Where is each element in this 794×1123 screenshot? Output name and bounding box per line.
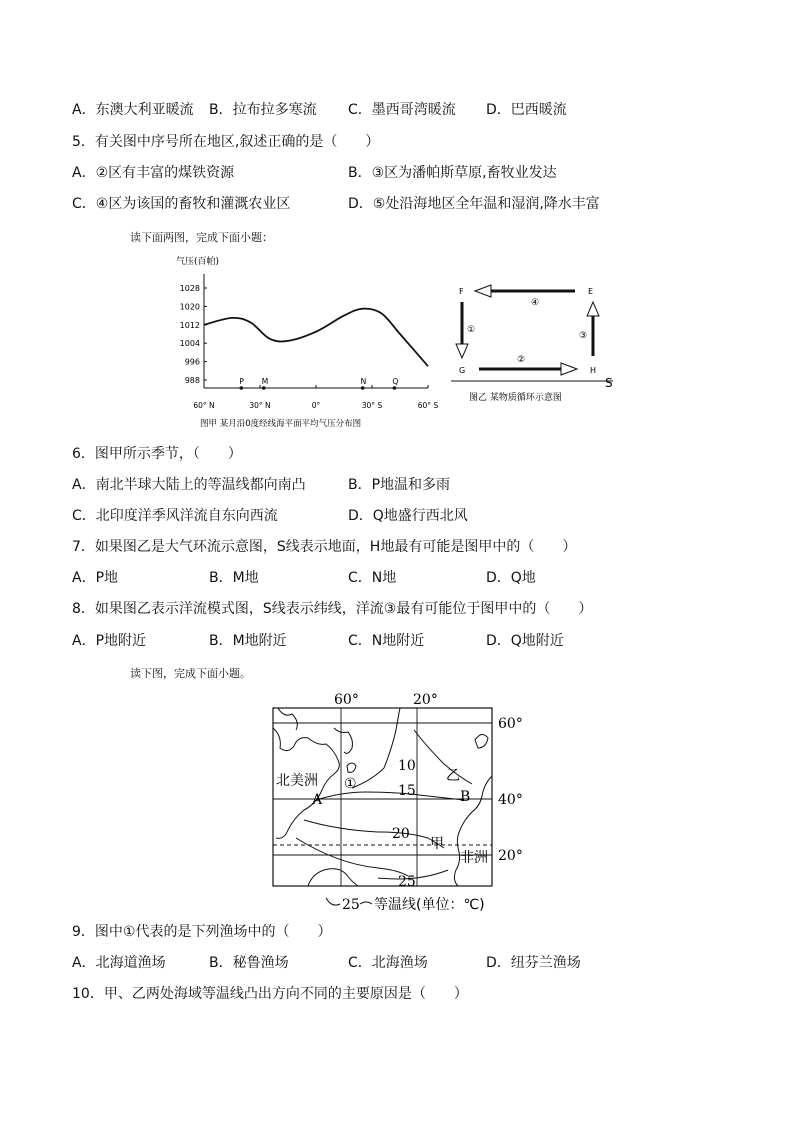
q4-option-b: B．拉布拉多寒流	[209, 102, 317, 118]
isotherm-map	[268, 688, 528, 913]
q4-option-d: D．巴西暖流	[486, 102, 567, 118]
isotherm-10	[352, 708, 400, 788]
north-america-label: 北美洲	[276, 773, 318, 789]
pressure-curve	[204, 309, 428, 367]
q5-option-b: B．③区为潘帕斯草原,畜牧业发达	[348, 165, 557, 181]
arrow-1-label: ①	[467, 325, 476, 335]
arrow-3-label: ③	[579, 331, 588, 341]
y-tick-label: 1004	[179, 339, 200, 349]
figure-jia-caption: 图甲 某月沿0度经线海平面平均气压分布图	[200, 419, 362, 429]
q5-option-d: D．⑤处沿海地区全年温和湿润,降水丰富	[348, 196, 600, 212]
lat-label-20: 20°	[498, 848, 523, 864]
y-axis-label: 气压(百帕)	[176, 257, 220, 267]
isotherm-label-25: 25	[398, 874, 416, 890]
isotherm-20	[304, 820, 444, 848]
circulation-diagram	[445, 278, 625, 408]
q5-option-c: C．④区为该国的畜牧和灌溉农业区	[72, 196, 291, 212]
point-m-marker	[262, 386, 266, 390]
s-line-label: S	[605, 376, 613, 390]
south-america-coast	[308, 869, 358, 886]
arrow-2	[479, 363, 577, 375]
intro-map: 读下图，完成下面小题。	[130, 667, 251, 680]
y-tick-label: 1028	[179, 284, 200, 293]
q9-option-a: A．北海道渔场	[72, 955, 166, 971]
q8-stem: 8．如果图乙表示洋流模式图，S线表示纬线，洋流③最有可能位于图甲中的（ ）	[72, 601, 593, 617]
q7-option-d: D．Q地	[486, 570, 536, 586]
legend-line-left	[326, 898, 340, 905]
q6-stem: 6．图甲所示季节，（ ）	[72, 446, 242, 462]
x-tick-label: 60° N	[193, 401, 215, 410]
q7-option-a: A．P地	[72, 570, 119, 586]
y-tick-label: 996	[184, 357, 200, 367]
x-tick-label: 0°	[311, 401, 321, 410]
lon-label-60: 60°	[334, 692, 359, 708]
lat-label-40: 40°	[498, 792, 523, 808]
sea-area-yi: 乙	[446, 768, 460, 784]
point-m-label: M	[261, 377, 269, 386]
isotherm-yi	[414, 730, 472, 784]
x-tick-label: 30° S	[361, 401, 383, 410]
africa-label: 非洲	[460, 850, 488, 866]
x-tick-label: 60° S	[417, 401, 439, 410]
lat-label-60: 60°	[498, 716, 523, 732]
arrow-2-label: ②	[517, 355, 526, 365]
q6-option-d: D．Q地盛行西北风	[348, 508, 468, 524]
figure-yi-caption: 图乙 某物质循环示意图	[469, 393, 562, 403]
y-tick-label: 1012	[179, 320, 200, 330]
legend-line-right	[360, 902, 372, 904]
isotherm-label-10: 10	[398, 758, 416, 774]
corner-e: E	[588, 287, 594, 296]
point-p-label: P	[239, 377, 244, 386]
lon-label-20: 20°	[413, 692, 438, 708]
fishery-label: ①	[344, 776, 357, 792]
q8-option-d: D．Q地附近	[486, 633, 564, 649]
intro-two-figures: 读下面两图，完成下面小题：	[130, 231, 273, 244]
q7-stem: 7．如果图乙是大气环流示意图，S线表示地面，H地最有可能是图甲中的（ ）	[72, 539, 577, 555]
isotherm-label-15: 15	[398, 783, 416, 799]
greenland-coast	[334, 728, 353, 753]
point-b: B	[460, 789, 471, 805]
q8-option-a: A．P地附近	[72, 633, 147, 649]
island-britain	[475, 734, 488, 748]
arrow-4	[475, 285, 575, 297]
q7-option-b: B．M地	[209, 570, 259, 586]
q9-option-c: C．北海渔场	[348, 955, 428, 971]
point-a: A	[312, 792, 323, 808]
q7-option-c: C．N地	[348, 570, 397, 586]
corner-h: H	[590, 366, 597, 375]
isotherm-label-20: 20	[392, 826, 410, 842]
q5-stem: 5．有关图中序号所在地区,叙述正确的是（ ）	[72, 134, 380, 150]
arctic-coast	[278, 708, 297, 730]
legend-number: 25	[342, 897, 360, 913]
x-tick-label: 30° N	[249, 401, 271, 410]
q9-option-d: D．纽芬兰渔场	[486, 955, 581, 971]
island-newfoundland	[347, 763, 356, 772]
q5-option-a: A．②区有丰富的煤铁资源	[72, 165, 235, 181]
y-tick-label: 1020	[179, 302, 200, 312]
q4-option-c: C．墨西哥湾暖流	[348, 102, 456, 118]
q9-stem: 9．图中①代表的是下列渔场中的（ ）	[72, 924, 332, 940]
sea-area-jia: 甲	[430, 836, 444, 852]
y-tick-label: 988	[184, 376, 200, 385]
legend-text: 等温线(单位：℃)	[374, 897, 485, 913]
pressure-chart	[170, 250, 445, 430]
point-n-marker	[361, 386, 365, 390]
q8-option-b: B．M地附近	[209, 633, 287, 649]
q6-option-b: B．P地温和多雨	[348, 477, 451, 493]
q10-stem: 10．甲、乙两处海域等温线凸出方向不同的主要原因是（ ）	[72, 986, 468, 1002]
corner-g: G	[459, 366, 466, 375]
q9-option-b: B．秘鲁渔场	[209, 955, 289, 971]
point-n-label: N	[360, 377, 367, 386]
corner-f: F	[459, 287, 464, 296]
q6-option-c: C．北印度洋季风洋流自东向西流	[72, 508, 278, 524]
q8-option-c: C．N地附近	[348, 633, 425, 649]
q6-option-a: A．南北半球大陆上的等温线都向南凸	[72, 477, 306, 493]
arrow-3	[587, 302, 599, 356]
isotherm-25-a	[296, 838, 408, 876]
q4-option-a: A．东澳大利亚暖流	[72, 102, 194, 118]
point-q-label: Q	[392, 377, 399, 386]
point-p-marker	[240, 386, 244, 390]
point-q-marker	[393, 386, 397, 390]
arrow-4-label: ④	[531, 298, 540, 308]
